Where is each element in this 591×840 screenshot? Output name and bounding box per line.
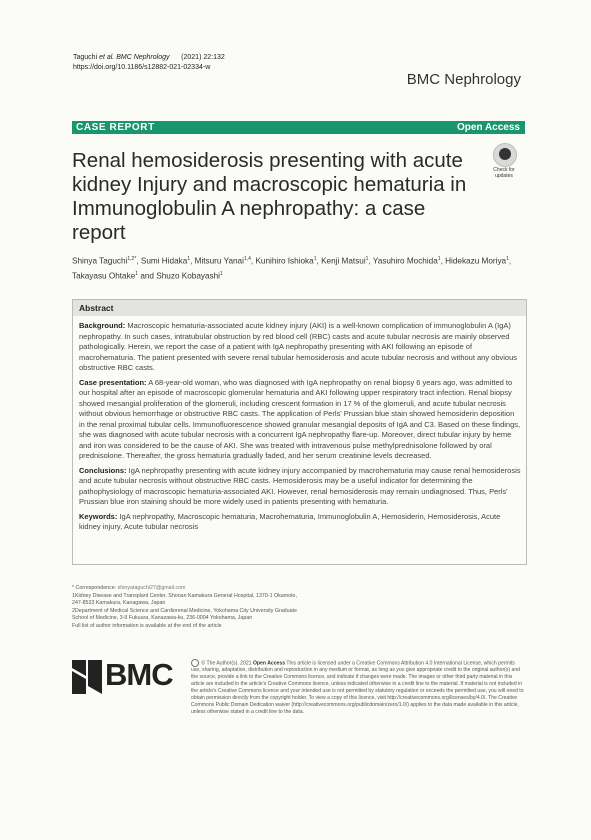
section-text: A 68-year-old woman, who was diagnosed with IgA nephropathy on renal biopsy 6 years ago, was admitted to our hospital after an episode of macroscopic glomerular hematuria and AKI following upper respiratory tract infection. Renal biopsy showed mesangial proliferation of the glomeruli, including crescent formation in 17 % of the glomeruli, and acute tubular necrosis without obvious hemorrhage or obstructive RBC casts. The application of Perls' Prussian blue stain showed hemosiderin deposition in the renal proximal tubular cells. Immunofluorescence showed granular mesangial deposits of IgA and C3. Based on these findings, she was diagnosed with acute tubular necrosis with a concurrent IgA nephropathy flare-up. Moreover, direct tubular injury by heme and iron was considered to be the cause of AKI. She was treated with intravenous pulse methylprednisolone followed by oral prednisolone. Thereafter, the gross hematuria gradually faded, and her serum creatinine levels decreased. [79,377,521,460]
correspondence-label: * Correspondence: [72,585,117,591]
abstract-body [79,321,521,537]
author-affiliation-mark: 1 [365,256,369,262]
author-name: Shuzo Kobayashi [156,271,221,281]
citation-line [73,53,225,63]
article-type-label: CASE REPORT [76,122,155,133]
section-text: IgA nephropathy presenting with acute kidney injury accompanied by macrohematuria may cause renal hemosiderosis and acute tubular necrosis without obstructive RBC casts. Hemosiderosis may be a useful indicator for determining the pathophysiology of macroscopic hematuria-associated AKI. However, renal hemosiderosis may remain undiagnosed. Thus, Perls' Prussian blue iron staining should be more widely used in patients presenting with hematuria. [79,465,521,506]
bmc-logo [72,657,182,700]
author-name: Mitsuru Yanai [194,256,244,266]
open-access-label: Open Access [457,122,520,133]
author-affiliation-mark: 1 [135,270,139,277]
license-text [191,659,525,716]
author-name: Yasuhiro Mochida [372,256,438,266]
article-type-banner [72,121,525,134]
correspondence [72,585,302,593]
abstract-case-presentation [79,378,521,462]
creative-commons-icon [191,659,199,667]
section-text: Macroscopic hematuria-associated acute kidney injury (AKI) is a well-known complication of immunoglobulin A (IgA) nephropathy. In such cases, intratubular obstruction by red blood cell (RBC) casts and acute tubular necrosis are mainly observed pathologically. Herein, we report the case of a patient with IgA nephropathy presenting with AKI following an episode of macrohematuria. The patient presented with severe renal tubular hemosiderosis and acute tubular necrosis and without any obvious obstructive RBC casts. [79,321,518,372]
author-affiliation-mark: 1,4 [243,256,251,262]
doi-link[interactable]: https://doi.org/10.1186/s12882-021-02334-w [73,63,211,71]
check-for-updates-badge[interactable] [484,143,524,183]
section-label: Keywords: [79,511,118,521]
citation-journal: et al. BMC Nephrology [99,54,170,61]
license-body: This article is licensed under a Creative Commons Attribution 4.0 International License, which permits use, sharing, adaptation, distribution and reproduction in any medium or format, as long as you give appropriate credit to the original author(s) and the source, provide a link to the Creative Commons licence, and indicate if changes were made. The images or other third party material in this article are included in the article's Creative Commons licence, unless indicated otherwise in a credit line to the material. If material is not included in the article's Creative Commons licence and your intended use is not permitted by statutory regulation or exceeds the permitted use, you will need to obtain permission directly from the copyright holder. To view a copy of this licence, visit http://creativecommons.org/licenses/by/4.0/. The Creative Commons Public Domain Dedication waiver (http://creativecommons.org/publicdomain/zero/1.0/) applies to the data made available in this article, unless otherwise stated in a credit line to the data. [191,660,524,715]
license-open-access: Open Access [252,660,286,667]
author-list: Shinya Taguchi$^{1,2*}$, Sumi Hidaka$^1$, Mitsuru Yanai$^{1,4}$, Kunihiro Ishioka$^1$, Kenji Matsui$^1$, Yasuhiro Mochida$^1$, Hidekazu Moriya$^1$, Takayasu Ohtake$^1$ and Shuzo Kobayashi$^1$ [72,256,512,281]
bmc-logo-text: BMC [105,657,173,692]
correspondence-email[interactable]: shinyataguchi27@gmail.com [117,585,186,591]
author-name: Shinya Taguchi [72,256,128,266]
copyright-label: © The Author(s). 2021 [201,660,252,667]
author-affiliation-mark: 1,2* [127,256,137,262]
abstract-conclusions [79,466,521,508]
author-conjunction: and [140,271,154,281]
citation-author: Taguchi [73,54,100,61]
author-affiliation-mark: 1 [437,256,441,262]
author-name: Kenji Matsui [321,256,366,266]
full-list-note: Full list of author information is available at the end of the article [72,622,222,629]
citation-block [73,53,225,72]
author-name: Takayasu Ohtake [72,271,136,281]
footnotes [72,585,302,630]
affiliation-1: 1Kidney Disease and Transplant Center, Shonan Kamakura General Hospital, 1370-1 Okamoto, 247-8533 Kamakura, Kanagawa, Japan [72,592,297,606]
citation-year-volume: (2021) 22:132 [181,54,225,61]
section-text: IgA nephropathy, Macroscopic hematuria, Macrohematuria, Immunoglobulin A, Hemosiderin, Hemosiderosis, Acute kidney injury, Acute tubular necrosis [79,511,501,531]
author-affiliation-mark: 1 [506,256,509,262]
author-affiliation-mark: 1 [187,256,191,262]
section-label: Background: [79,321,126,330]
abstract-background [79,321,521,374]
abstract-box [72,299,527,565]
author-affiliation-mark: 1 [220,270,223,277]
bmc-logo-icon [72,660,102,694]
check-for-updates-label: Check for updates [493,167,515,179]
affiliation-2: 2Department of Medical Science and Cardiorenal Medicine, Yokohama City University Graduate School of Medicine, 3-9 Fukuura, Kanazawa-ku, 236-0004 Yokohama, Japan [72,607,297,621]
author-affiliation-mark: 1 [313,256,317,262]
journal-name: BMC Nephrology [406,71,521,88]
section-label: Case presentation: [79,377,147,387]
author-name: Sumi Hidaka [140,256,188,266]
check-for-updates-icon [493,143,517,167]
abstract-keywords [79,512,521,533]
section-label: Conclusions: [79,465,127,475]
article-title: Renal hemosiderosis presenting with acute kidney Injury and macroscopic hematuria in Immunoglobulin A nephropathy: a case report [72,149,467,244]
author-name: Hidekazu Moriya [445,256,507,266]
abstract-heading: Abstract [73,300,526,316]
author-name: Kunihiro Ishioka [255,256,314,266]
